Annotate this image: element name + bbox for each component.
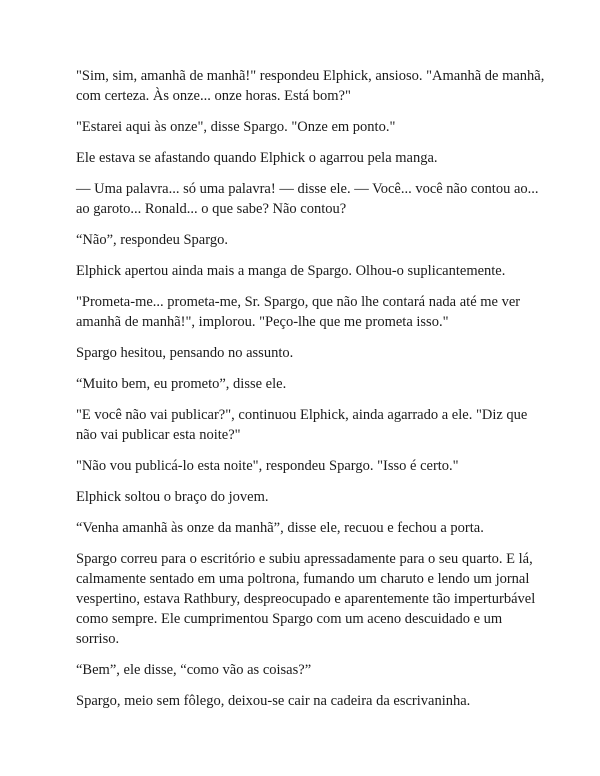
paragraph: "Não vou publicá-lo esta noite", respondeu Spargo. "Isso é certo." <box>76 458 459 474</box>
paragraph: Elphick soltou o braço do jovem. <box>76 489 269 505</box>
paragraph: "E você não vai publicar?", continuou Elphick, ainda agarrado a ele. "Diz que não vai publicar esta noite?" <box>76 407 528 443</box>
paragraph: Ele estava se afastando quando Elphick o agarrou pela manga. <box>76 150 438 166</box>
paragraph: “Não”, respondeu Spargo. <box>76 232 228 248</box>
paragraph: Spargo hesitou, pensando no assunto. <box>76 345 294 361</box>
paragraph: “Bem”, ele disse, “como vão as coisas?” <box>76 662 312 678</box>
document-body <box>76 66 546 722</box>
paragraph: "Prometa-me... prometa-me, Sr. Spargo, que não lhe contará nada até me ver amanhã de manhã!", implorou. "Peço-lhe que me prometa isso." <box>76 294 521 330</box>
paragraph: Elphick apertou ainda mais a manga de Spargo. Olhou-o suplicantemente. <box>76 263 506 279</box>
paragraph: "Estarei aqui às onze", disse Spargo. "Onze em ponto." <box>76 119 396 135</box>
paragraph: "Sim, sim, amanhã de manhã!" respondeu Elphick, ansioso. "Amanhã de manhã, com certeza. Às onze... onze horas. Está bom?" <box>76 68 545 104</box>
paragraph: “Venha amanhã às onze da manhã”, disse ele, recuou e fechou a porta. <box>76 520 484 536</box>
paragraph: — Uma palavra... só uma palavra! — disse ele. — Você... você não contou ao... ao garoto... Ronald... o que sabe? Não contou? <box>76 181 539 217</box>
paragraph: Spargo, meio sem fôlego, deixou-se cair na cadeira da escrivaninha. <box>76 693 471 709</box>
paragraph: Spargo correu para o escritório e subiu apressadamente para o seu quarto. E lá, calmamente sentado em uma poltrona, fumando um charuto e lendo um jornal vespertino, estava Rathbury, despreocupado e aparentemente tão imperturbável como sempre. Ele cumprimentou Spargo com um aceno descuidado e um sorriso. <box>76 551 536 647</box>
paragraph: “Muito bem, eu prometo”, disse ele. <box>76 376 287 392</box>
